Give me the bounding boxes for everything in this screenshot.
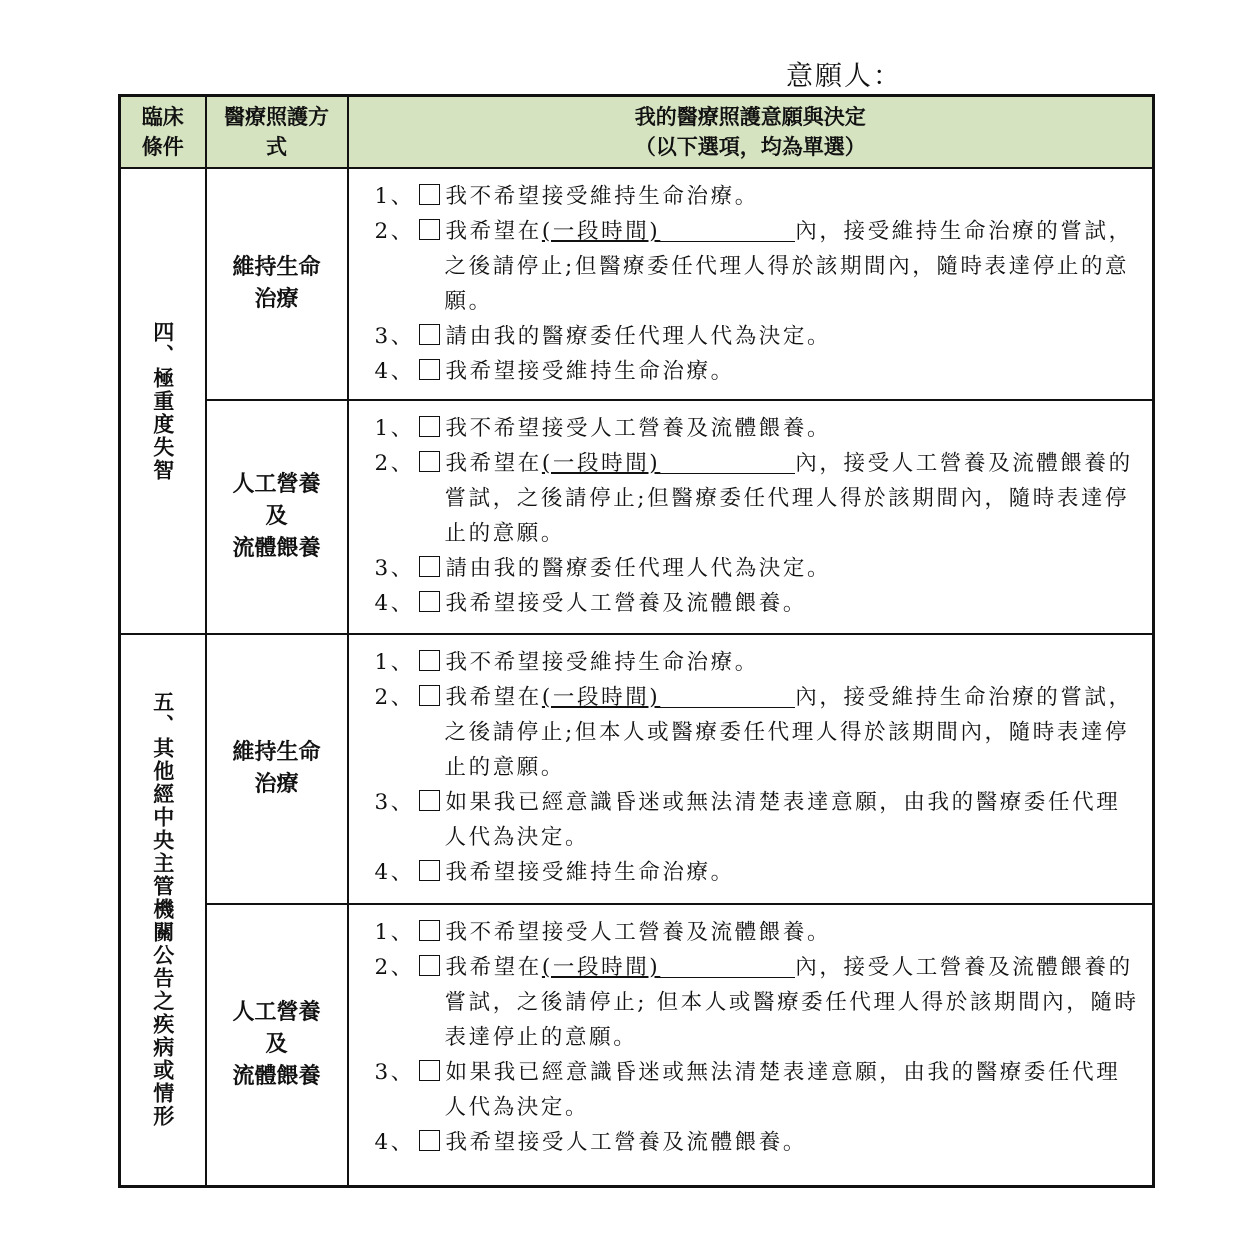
option-text: 我希望接受維持生命治療。 bbox=[445, 860, 735, 885]
option-number: 4、 bbox=[374, 860, 415, 885]
decision-option bbox=[375, 680, 1141, 785]
option-number: 1、 bbox=[374, 416, 415, 441]
time-period-placeholder: (一段時間) bbox=[541, 685, 661, 710]
decision-option bbox=[375, 446, 1141, 551]
option-text: 如果我已經意識昏迷或無法清楚表達意願，由我的醫療委任代理人代為決定。 bbox=[444, 1060, 1121, 1120]
option-text-post: 內，接受維持生命治療的嘗試，之後請停止;但本人或醫療委任代理人得於該期間內，隨時表達停止的意願。 bbox=[444, 685, 1133, 780]
option-text: 我不希望接受維持生命治療。 bbox=[445, 184, 759, 209]
option-number: 3、 bbox=[374, 790, 415, 815]
option-checkbox[interactable] bbox=[419, 790, 440, 811]
time-period-placeholder: (一段時間) bbox=[541, 451, 661, 476]
time-period-blank[interactable] bbox=[660, 683, 795, 708]
option-checkbox[interactable] bbox=[419, 920, 440, 941]
decision-option bbox=[375, 214, 1141, 319]
option-checkbox[interactable] bbox=[419, 324, 440, 345]
care-method-label: 維持生命 治療 bbox=[232, 740, 321, 797]
clinical-condition-label: 四、極重度失智 bbox=[150, 320, 175, 482]
decision-options-cell bbox=[348, 168, 1154, 400]
option-text-pre: 我希望在 bbox=[445, 219, 542, 244]
option-checkbox[interactable] bbox=[419, 591, 440, 612]
decision-option bbox=[375, 1055, 1141, 1125]
decision-option bbox=[375, 319, 1141, 354]
decision-option bbox=[375, 950, 1141, 1055]
option-text: 我不希望接受人工營養及流體餵養。 bbox=[445, 416, 832, 441]
clinical-condition-cell bbox=[120, 634, 206, 1186]
option-number: 1、 bbox=[374, 650, 415, 675]
option-checkbox[interactable] bbox=[419, 650, 440, 671]
time-period-blank[interactable] bbox=[660, 953, 795, 978]
option-checkbox[interactable] bbox=[419, 219, 440, 240]
care-method-label: 人工營養 及 流體餵養 bbox=[232, 999, 321, 1089]
care-method-cell bbox=[206, 904, 348, 1186]
decision-option bbox=[375, 855, 1141, 890]
option-text: 我不希望接受人工營養及流體餵養。 bbox=[445, 920, 832, 945]
care-method-label: 維持生命 治療 bbox=[232, 255, 321, 312]
time-period-blank[interactable] bbox=[660, 449, 795, 474]
option-text-post: 內，接受人工營養及流體餵養的嘗試，之後請停止; 但本人或醫療委任代理人得於該期間內，隨時表達停止的意願。 bbox=[444, 955, 1139, 1050]
option-text-pre: 我希望在 bbox=[445, 685, 542, 710]
clinical-condition-cell bbox=[120, 168, 206, 634]
signer-label: 意願人： bbox=[786, 61, 902, 92]
table-header-row bbox=[120, 96, 1154, 169]
care-method-cell bbox=[206, 634, 348, 904]
option-text: 請由我的醫療委任代理人代為決定。 bbox=[445, 556, 832, 581]
option-number: 1、 bbox=[374, 920, 415, 945]
care-decision-table bbox=[118, 94, 1155, 1188]
header-decision-title: 我的醫療照護意願與決定 bbox=[634, 105, 866, 129]
care-method-cell bbox=[206, 168, 348, 400]
option-checkbox[interactable] bbox=[419, 556, 440, 577]
option-text: 我希望接受維持生命治療。 bbox=[445, 359, 735, 384]
option-checkbox[interactable] bbox=[419, 1130, 440, 1151]
time-period-placeholder: (一段時間) bbox=[541, 955, 661, 980]
option-number: 3、 bbox=[374, 556, 415, 581]
option-number: 2、 bbox=[374, 685, 415, 710]
option-checkbox[interactable] bbox=[419, 359, 440, 380]
decision-option bbox=[375, 354, 1141, 389]
option-text-post: 內，接受維持生命治療的嘗試，之後請停止;但醫療委任代理人得於該期間內，隨時表達停止的意願。 bbox=[444, 219, 1133, 314]
header-care-method: 醫療照護方式 bbox=[206, 96, 348, 169]
header-clinical-condition: 臨床條件 bbox=[120, 96, 206, 169]
option-number: 4、 bbox=[374, 359, 415, 384]
option-number: 3、 bbox=[374, 1060, 415, 1085]
decision-option bbox=[375, 915, 1141, 950]
section-row bbox=[120, 904, 1154, 1186]
option-checkbox[interactable] bbox=[419, 416, 440, 437]
decision-options-cell bbox=[348, 904, 1154, 1186]
clinical-condition-label: 五、其他經中央主管機關公告之疾病或情形 bbox=[150, 691, 175, 1129]
option-number: 3、 bbox=[374, 324, 415, 349]
option-number: 1、 bbox=[374, 184, 415, 209]
option-checkbox[interactable] bbox=[419, 184, 440, 205]
decision-options-cell bbox=[348, 634, 1154, 904]
section-row bbox=[120, 400, 1154, 634]
section-row bbox=[120, 634, 1154, 904]
option-checkbox[interactable] bbox=[419, 685, 440, 706]
option-number: 2、 bbox=[374, 955, 415, 980]
decision-option bbox=[375, 1125, 1141, 1160]
option-number: 2、 bbox=[374, 219, 415, 244]
section-row bbox=[120, 168, 1154, 400]
time-period-blank[interactable] bbox=[660, 217, 795, 242]
decision-option bbox=[375, 785, 1141, 855]
option-text: 我希望接受人工營養及流體餵養。 bbox=[445, 591, 808, 616]
option-text: 如果我已經意識昏迷或無法清楚表達意願，由我的醫療委任代理人代為決定。 bbox=[444, 790, 1121, 850]
option-text: 請由我的醫療委任代理人代為決定。 bbox=[445, 324, 832, 349]
care-method-cell bbox=[206, 400, 348, 634]
option-text: 我希望接受人工營養及流體餵養。 bbox=[445, 1130, 808, 1155]
option-number: 2、 bbox=[374, 451, 415, 476]
decision-option bbox=[375, 179, 1141, 214]
option-number: 4、 bbox=[374, 591, 415, 616]
decision-option bbox=[375, 586, 1141, 621]
option-checkbox[interactable] bbox=[419, 1060, 440, 1081]
option-text-pre: 我希望在 bbox=[445, 451, 542, 476]
decision-option bbox=[375, 411, 1141, 446]
header-decision bbox=[348, 96, 1154, 169]
option-checkbox[interactable] bbox=[419, 955, 440, 976]
decision-option bbox=[375, 551, 1141, 586]
option-text-pre: 我希望在 bbox=[445, 955, 542, 980]
decision-options-cell bbox=[348, 400, 1154, 634]
decision-option bbox=[375, 645, 1141, 680]
option-checkbox[interactable] bbox=[419, 451, 440, 472]
option-number: 4、 bbox=[374, 1130, 415, 1155]
care-method-label: 人工營養 及 流體餵養 bbox=[232, 472, 321, 561]
time-period-placeholder: (一段時間) bbox=[541, 219, 661, 244]
option-checkbox[interactable] bbox=[419, 860, 440, 881]
option-text-post: 內，接受人工營養及流體餵養的嘗試，之後請停止;但醫療委任代理人得於該期間內，隨時表達停止的意願。 bbox=[444, 451, 1133, 546]
option-text: 我不希望接受維持生命治療。 bbox=[445, 650, 759, 675]
header-decision-note: （以下選項，均為單選） bbox=[634, 135, 866, 159]
